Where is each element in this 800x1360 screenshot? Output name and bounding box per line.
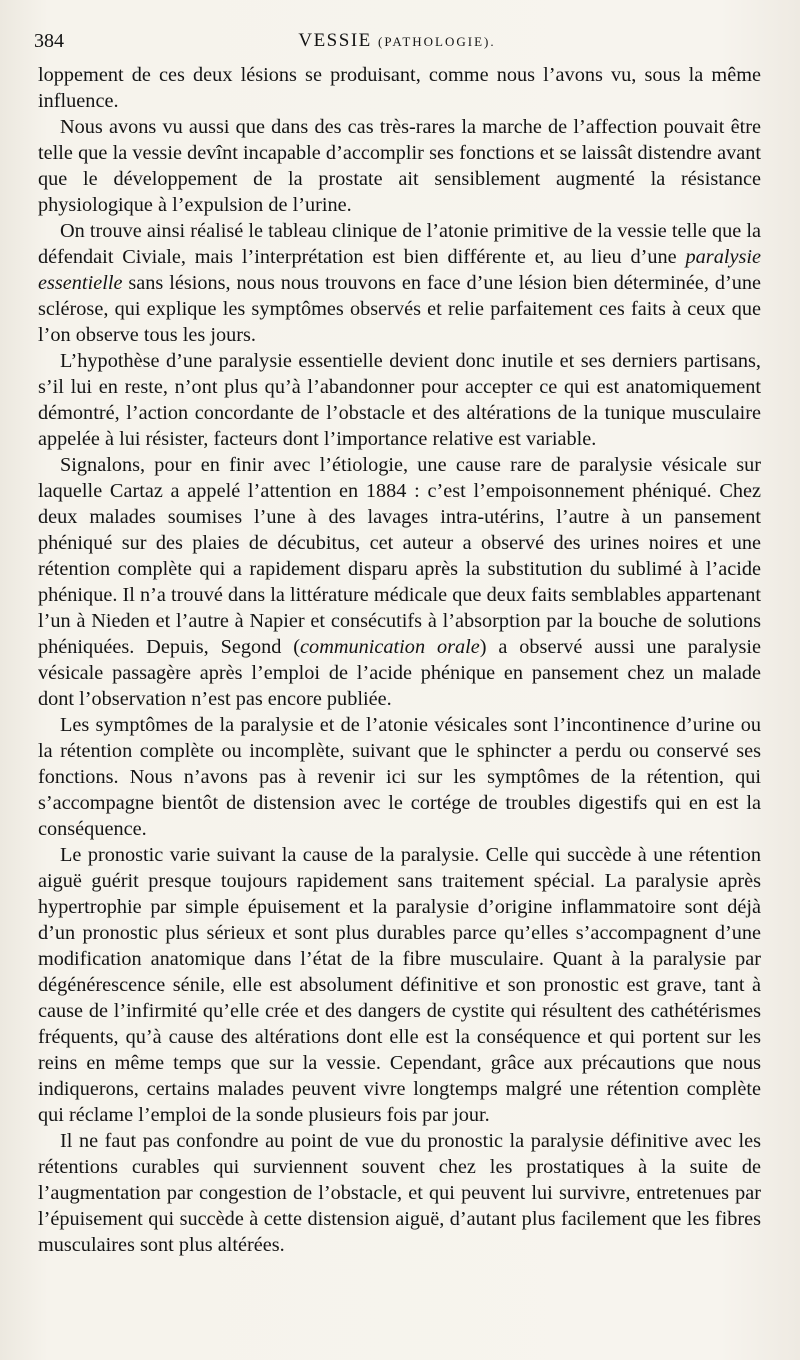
paragraph-text: Le pronostic varie suivant la cause de la paralysie. Celle qui succède à une rétention aiguë guérit presque toujours rapidement sans traitement spécial. La paralysie après hypertrophie par simple épuisement et la paralysie d’origine inflammatoire sont déjà d’un pronostic plus sérieux et sont plus durables parce qu’elles s’accompagnent d’une modification anatomique dans l’état de la fibre musculaire. Quant à la paralysie par dégénérescence sénile, elle est absolument définitive et son pronostic est grave, tant à cause de l’infirmité qu’elle crée et des dangers de cystite qui résultent des cathétérismes fréquents, qu’à cause des altérations dont elle est la conséquence et qui portent sur les reins en même temps que sur la vessie. Cependant, grâce aux précautions que nous indiquerons, certains malades peuvent vivre longtemps malgré une rétention complète qui réclame l’emploi de la sonde plusieurs fois par jour. [38, 844, 761, 1126]
running-title-main: VESSIE [298, 30, 372, 51]
paragraph-text: ) a observé aussi une paralysie vésicale passagère après l’emploi de l’acide phénique en pansement chez un malade dont l’observation n’est pas encore publiée. [38, 636, 761, 710]
page-header [34, 30, 760, 56]
italic-term: communication orale [300, 636, 480, 658]
paragraph-7 [38, 842, 761, 1128]
paragraph-text: sans lésions, nous nous trouvons en face d’une lésion bien déterminée, d’une sclérose, qui explique les symptômes observés et relie parfaitement ces faits à ceux que l’on observe tous les jours. [38, 272, 761, 346]
body-text [38, 62, 761, 1258]
italic-term: paralysie essentielle [38, 246, 761, 294]
paragraph-2 [38, 114, 761, 218]
paragraph-text: Signalons, pour en finir avec l’étiologie, une cause rare de paralysie vésicale sur laquelle Cartaz a appelé l’attention en 1884 : c’est l’empoisonnement phéniqué. Chez deux malades soumises l’une à des lavages intra-utérins, l’autre à un pansement phéniqué sur des plaies de décubitus, cet auteur a observé des urines noires et une rétention complète qui a rapidement disparu après la substitution du sublimé à l’acide phénique. Il n’a trouvé dans la littérature médicale que deux faits semblables appartenant l’un à Nieden et l’autre à Napier et consécutifs à l’absorption par la bouche de solutions phéniquées. Depuis, Segond ( [38, 454, 761, 658]
page-number: 384 [34, 30, 64, 52]
paragraph-text: Il ne faut pas confondre au point de vue du pronostic la paralysie définitive avec les rétentions curables qui surviennent souvent chez les prostatiques à la suite de l’augmentation par congestion de l’obstacle, et qui peuvent lui survivre, entretenues par l’épuisement qui succède à cette distension aiguë, d’autant plus facilement que les fibres musculaires sont plus altérées. [38, 1130, 761, 1256]
paragraph-4 [38, 348, 761, 452]
paragraph-text: Nous avons vu aussi que dans des cas très-rares la marche de l’affection pouvait être telle que la vessie devînt incapable d’accomplir ses fonctions et se laissât distendre avant que le développement de la prostate ait sensiblement augmenté la résistance physiologique à l’expulsion de l’urine. [38, 116, 761, 216]
paragraph-text: On trouve ainsi réalisé le tableau clinique de l’atonie primitive de la vessie telle que la défendait Civiale, mais l’interprétation est bien différente et, au lieu d’une [38, 220, 761, 268]
paragraph-text: L’hypothèse d’une paralysie essentielle devient donc inutile et ses derniers partisans, s’il lui en reste, n’ont plus qu’à l’abandonner pour accepter ce qui est anatomiquement démontré, l’action concordante de l’obstacle et des altérations de la tunique musculaire appelée à lui résister, facteurs dont l’importance relative est variable. [38, 350, 761, 450]
paragraph-5 [38, 452, 761, 712]
paragraph-text: Les symptômes de la paralysie et de l’atonie vésicales sont l’incontinence d’urine ou la rétention complète ou incomplète, suivant que le sphincter a perdu ou conservé ses fonctions. Nous n’avons pas à revenir ici sur les symptômes de la rétention, qui s’accompagne bientôt de distension avec le cortége de troubles digestifs qui en est la conséquence. [38, 714, 761, 840]
paragraph-text: loppement de ces deux lésions se produisant, comme nous l’avons vu, sous la même influence. [38, 64, 761, 112]
running-title [34, 30, 760, 52]
paragraph-3 [38, 218, 761, 348]
paragraph-1 [38, 62, 761, 114]
running-title-sub: (PATHOLOGIE). [378, 34, 496, 49]
paragraph-8 [38, 1128, 761, 1258]
paragraph-6 [38, 712, 761, 842]
